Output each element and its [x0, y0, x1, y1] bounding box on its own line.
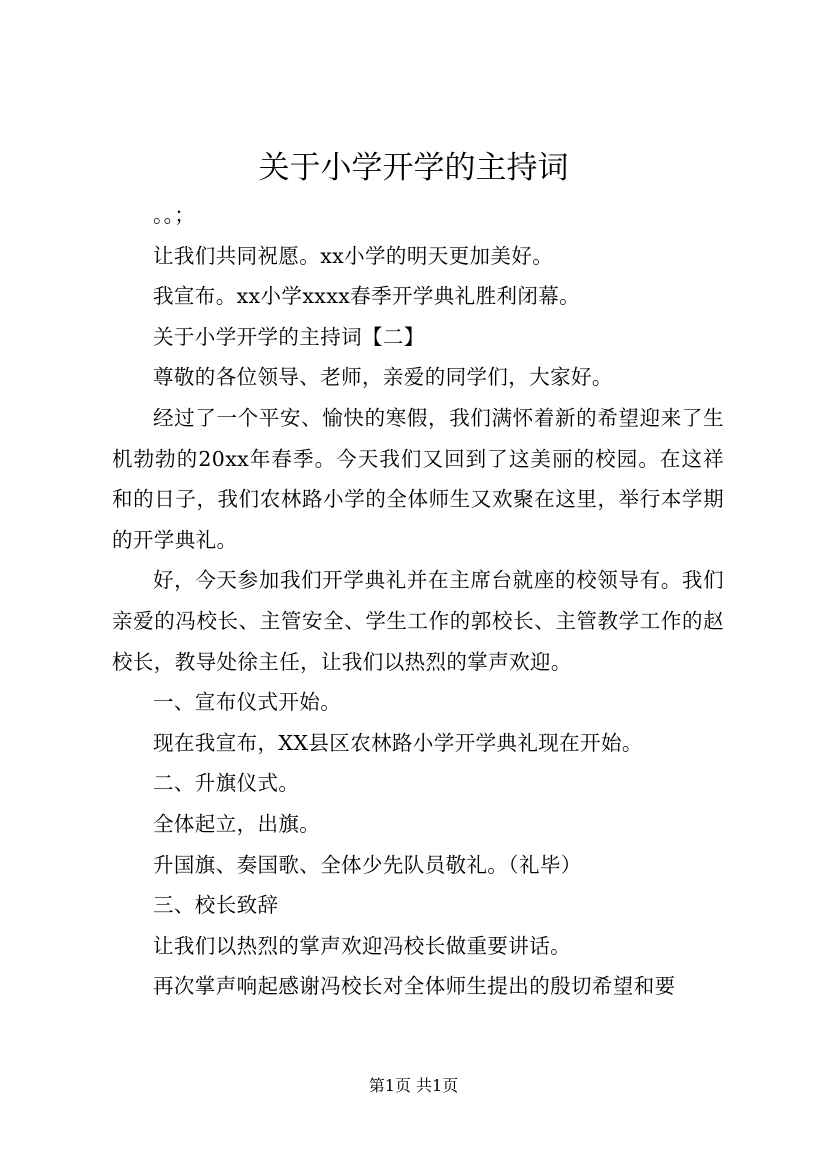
paragraph: 经过了一个平安、愉快的寒假，我们满怀着新的希望迎来了生机勃勃的20xx年春季。今天我们又回到了这美丽的校园。在这祥和的日子，我们农林路小学的全体师生又欢聚在这里，举行本学期的开学典礼。 — [112, 405, 724, 552]
paragraph: 好，今天参加我们开学典礼并在主席台就座的校领导有。我们亲爱的冯校长、主管安全、学生工作的郭校长、主管教学工作的赵校长，教导处徐主任，让我们以热烈的掌声欢迎。 — [112, 568, 724, 674]
paragraph: 二、升旗仪式。 — [153, 771, 300, 796]
paragraph: 全体起立，出旗。 — [153, 811, 321, 836]
section-heading: 关于小学开学的主持词【二】 — [153, 324, 425, 349]
document-title: 关于小学开学的主持词 — [258, 150, 569, 186]
paragraph: 三、校长致辞 — [153, 893, 279, 918]
page-footer: 第1页 共1页 — [368, 1076, 459, 1095]
paragraph: 现在我宣布，XX县区农林路小学开学典礼现在开始。 — [153, 730, 643, 755]
paragraph: 升国旗、奏国歌、全体少先队员敬礼。（礼毕） — [153, 852, 582, 877]
paragraph: 让我们共同祝愿。xx小学的明天更加美好。 — [153, 243, 554, 268]
paragraph: 让我们以热烈的掌声欢迎冯校长做重要讲话。 — [153, 933, 571, 958]
paragraph: 一、宣布仪式开始。 — [153, 690, 342, 715]
paragraph: 再次掌声响起感谢冯校长对全体师生提出的殷切希望和要 — [153, 974, 676, 999]
paragraph: 我宣布。xx小学xxxx春季开学典礼胜利闭幕。 — [153, 284, 581, 309]
paragraph: 尊敬的各位领导、老师，亲爱的同学们，大家好。 — [153, 365, 613, 390]
paragraph: 。。； — [153, 203, 196, 227]
document-body — [112, 195, 724, 1007]
